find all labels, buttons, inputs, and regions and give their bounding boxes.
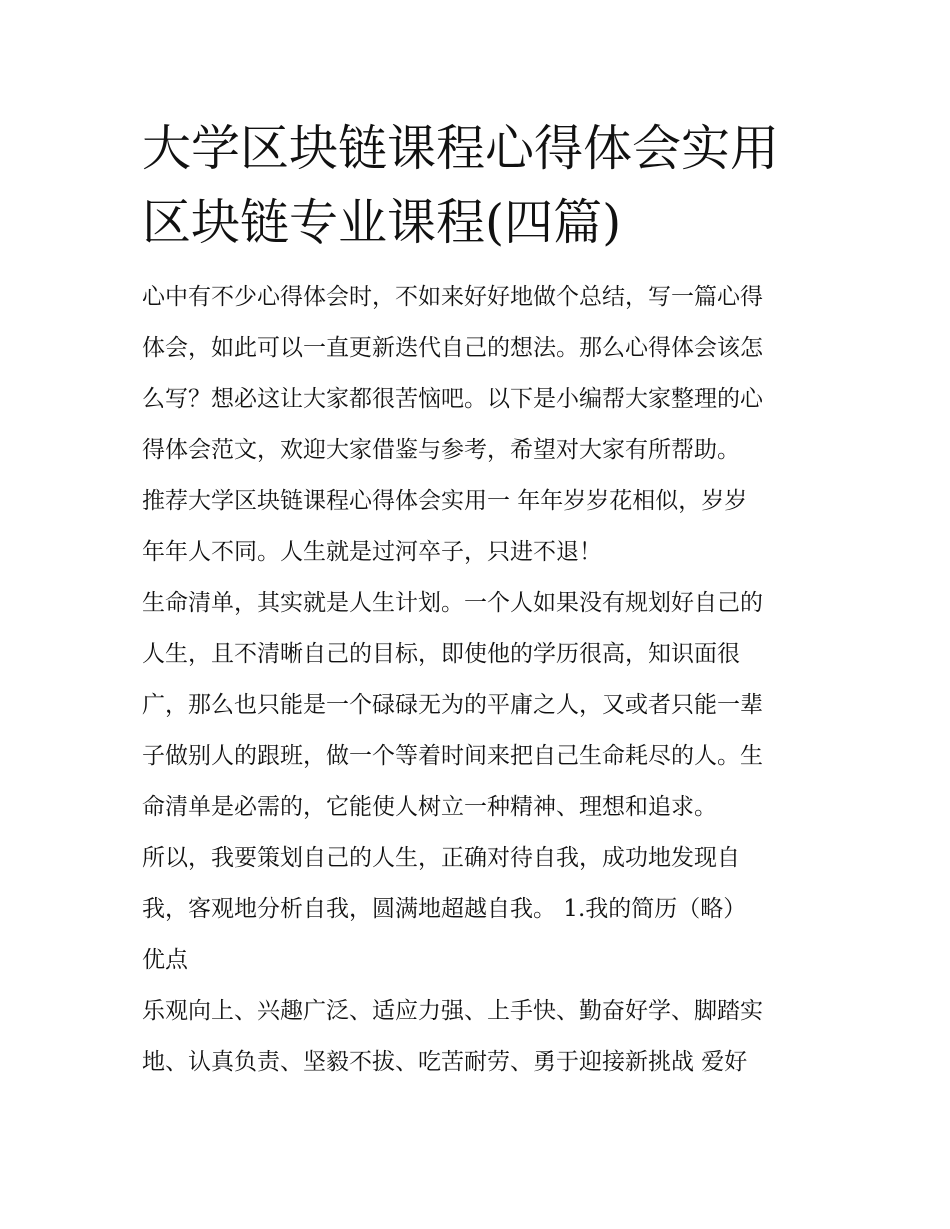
document-title <box>142 112 822 260</box>
title-line: 区块链专业课程(四篇) <box>142 194 622 251</box>
text-line: 所以，我要策划自己的人生，正确对待自我，成功地发现自 <box>142 845 740 871</box>
paragraph-strengths-heading <box>142 935 822 986</box>
text-line: 子做别人的跟班，做一个等着时间来把自己生命耗尽的人。生 <box>142 743 763 769</box>
text-line: 乐观向上、兴趣广泛、适应力强、上手快、勤奋好学、脚踏实 <box>142 998 763 1024</box>
text-line: 体会，如此可以一直更新迭代自己的想法。那么心得体会该怎 <box>142 335 763 361</box>
paragraph-strengths <box>142 986 822 1088</box>
text-line: 得体会范文，欢迎大家借鉴与参考，希望对大家有所帮助。 <box>142 437 740 463</box>
text-line: 人生，且不清晰自己的目标，即使他的学历很高，知识面很 <box>142 641 740 667</box>
document-content <box>142 112 822 1088</box>
title-line: 大学区块链课程心得体会实用 <box>142 120 780 177</box>
document-body <box>142 272 822 1088</box>
text-line: 推荐大学区块链课程心得体会实用一 年年岁岁花相似，岁岁 <box>142 488 748 514</box>
text-line: 地、认真负责、坚毅不拔、吃苦耐劳、勇于迎接新挑战 爱好 <box>142 1049 748 1075</box>
text-line: 命清单是必需的，它能使人树立一种精神、理想和追求。 <box>142 794 717 820</box>
text-line: 心中有不少心得体会时，不如来好好地做个总结，写一篇心得 <box>142 284 763 310</box>
text-line: 我，客观地分析自我，圆满地超越自我。 1.我的简历（略） <box>142 896 747 922</box>
paragraph-intro <box>142 272 822 476</box>
text-line: 年年人不同。人生就是过河卒子，只进不退！ <box>142 539 602 565</box>
paragraph-plan <box>142 833 822 935</box>
text-line: 生命清单，其实就是人生计划。一个人如果没有规划好自己的 <box>142 590 763 616</box>
text-line: 广，那么也只能是一个碌碌无为的平庸之人，又或者只能一辈 <box>142 692 763 718</box>
text-line: 么写？想必这让大家都很苦恼吧。以下是小编帮大家整理的心 <box>142 386 763 412</box>
paragraph-life-list <box>142 578 822 833</box>
section-heading: 优点 <box>142 947 188 973</box>
paragraph-recommend <box>142 476 822 578</box>
